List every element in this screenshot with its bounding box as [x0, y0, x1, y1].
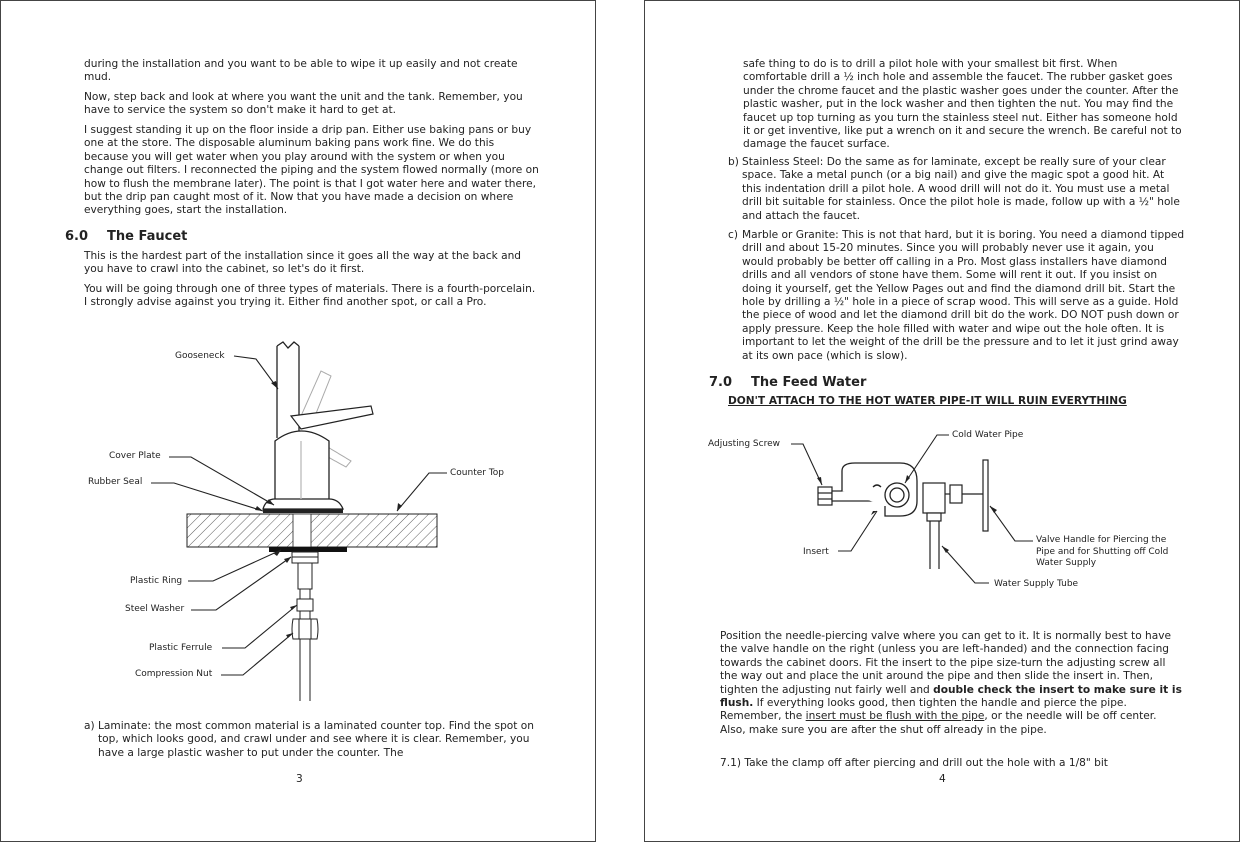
- page-left: [0, 0, 596, 842]
- position-text-1: Position the needle-piercing valve where you can get to it. It is normally best to have the valve handle on the right (unless you are left-handed) and the connection facing towards the cabinet doors. Fit the insert to the pipe size-turn the adjusting screw all the way out and place the unit around the pipe and then slide the insert in. Then, tighten the adjusting nut fairly well and: [720, 630, 1172, 696]
- position-text-3: , or the needle will be off center. Also, make sure you are after the shut off already in the pipe.: [720, 710, 1157, 736]
- section-title: The Faucet: [107, 229, 188, 244]
- position-bold-text: double check the insert to make sure it is flush.: [720, 683, 1182, 710]
- plastic-ring: [269, 547, 347, 552]
- faucet-diagram: [1, 1, 596, 842]
- faucet-body: [263, 431, 343, 509]
- faucet-paragraph-2: You will be going through one of three types of materials. There is a fourth-porcelain. I strongly advise against you trying it. Either find another spot, or call a Pro.: [84, 283, 536, 309]
- label-plastic-ferrule: Plastic Ferrule: [149, 643, 213, 653]
- valve-handle-line-2: Pipe and for Shutting off Cold: [1036, 546, 1169, 557]
- label-cover-plate: Cover Plate: [109, 451, 161, 461]
- clamp: [842, 463, 917, 516]
- faucet-paragraph-1: This is the hardest part of the installation since it goes all the way at the back and you have to crawl into the cabinet, so let's do it first.: [84, 250, 522, 276]
- item-letter: a): [84, 720, 95, 732]
- valve-handle-line-3: Water Supply: [1036, 558, 1097, 568]
- intro-paragraph-1: during the installation and you want to be able to wipe it up easily and not create mud.: [84, 58, 518, 84]
- page-number: 3: [296, 773, 303, 785]
- valve-body: [923, 460, 988, 531]
- intro-paragraph-3: I suggest standing it up on the floor inside a drip pan. Either use baking pans or buy one at the store. The disposable aluminum baking pans work fine. We do this because you will get water when you play around with the system or when you change out filters. I reconnected the piping and the system flowed normally (more on how to flush the membrane later). The point is that I got water here and water there, but the drip pan caught most of it. Now that you have made a decision on where everything goes, start the installation.: [84, 124, 539, 217]
- valve-handle-line-1: Valve Handle for Piercing the: [1036, 535, 1167, 545]
- section-title: The Feed Water: [751, 375, 867, 390]
- label-adjusting-screw: Adjusting Screw: [708, 439, 780, 449]
- label-cold-water-pipe: Cold Water Pipe: [952, 430, 1024, 440]
- list-item-a: [84, 720, 544, 760]
- section-number: 7.0: [709, 375, 733, 390]
- item-text: Laminate: the most common material is a laminated counter top. Find the spot on top, which looks good, and crawl under and see where it is clear. Remember, you have a large plastic washer to put under the counter. The: [98, 720, 535, 759]
- position-text-2: If everything looks good, then tighten the handle and pierce the pipe. Remember, the: [720, 697, 1127, 723]
- compression-nut: [292, 619, 318, 639]
- label-rubber-seal: Rubber Seal: [88, 477, 143, 487]
- item-letter: b): [728, 156, 739, 168]
- continued-paragraph: safe thing to do is to drill a pilot hole with your smallest bit first. When comfortable drill a ½ inch hole and assemble the faucet. The rubber gasket goes under the chrome faucet and the plastic washer goes under the counter. After the plastic washer, put in the lock washer and then tighten the nut. You may find the faucet up top turning as you turn the stainless steel nut. Either has someone hold it or get inventive, like put a wrench on it and secure the wrench. Be careful not to damage the faucet surface.: [743, 58, 1182, 151]
- plastic-ferrule: [297, 599, 313, 611]
- item-letter: c): [728, 229, 738, 241]
- item-text: Stainless Steel: Do the same as for laminate, except be really sure of your clear space. Take a metal punch (or a big nail) and give the magic spot a good hit. At this indentation drill a pilot hole. A wood drill will not do it. You must use a metal drill bit suitable for stainless. Once the pilot hole is made, follow up with a ½" hole and attach the faucet.: [742, 156, 1180, 222]
- label-steel-washer: Steel Washer: [125, 604, 185, 614]
- item-text: Marble or Granite: This is not that hard, but it is boring. You need a diamond tipped drill and about 15-20 minutes. Since you will probably never use it again, you would probably be better off calling in a Pro. Most glass installers have diamond drills and all vendors of stone have them. Some will rent it out. If you insist on doing it yourself, get the Yellow Pages out and find the diamond drill bit. Start the hole by drilling a ½" hole in a piece of scrap wood. This will serve as a guide. Hold the piece of wood and let the diamond drill bit do the work. DO NOT push down or apply pressure. Keep the hole filled with water and wipe out the hole often. It is important to let the weight of the drill be the pressure and to let it just grind away at its own pace (which is slow).: [742, 229, 1185, 362]
- hot-water-warning: DON'T ATTACH TO THE HOT WATER PIPE-IT WILL RUIN EVERYTHING: [728, 395, 1127, 407]
- step-7-1: 7.1) Take the clamp off after piercing and drill out the hole with a 1/8" bit: [720, 757, 1108, 769]
- counter-top: [187, 514, 437, 547]
- rubber-seal: [263, 509, 343, 513]
- faucet-handle: [291, 406, 373, 429]
- intro-paragraph-2: Now, step back and look at where you want the unit and the tank. Remember, you have to service the system so don't make it hard to get at.: [84, 91, 523, 117]
- position-underlined-text: insert must be flush with the pipe: [805, 710, 985, 723]
- section-number: 6.0: [65, 229, 89, 244]
- label-insert: Insert: [803, 547, 829, 557]
- label-water-supply-tube: Water Supply Tube: [994, 579, 1079, 589]
- label-gooseneck: Gooseneck: [175, 351, 225, 361]
- water-tube: [930, 521, 939, 569]
- page-right: [644, 0, 1240, 842]
- page-number: 4: [939, 773, 946, 785]
- label-plastic-ring: Plastic Ring: [130, 576, 183, 586]
- position-paragraph: [720, 630, 1182, 737]
- label-valve-handle: [1036, 535, 1168, 570]
- gooseneck-pipe: [277, 342, 299, 438]
- label-counter-top: Counter Top: [450, 468, 505, 478]
- label-compression-nut: Compression Nut: [135, 669, 213, 679]
